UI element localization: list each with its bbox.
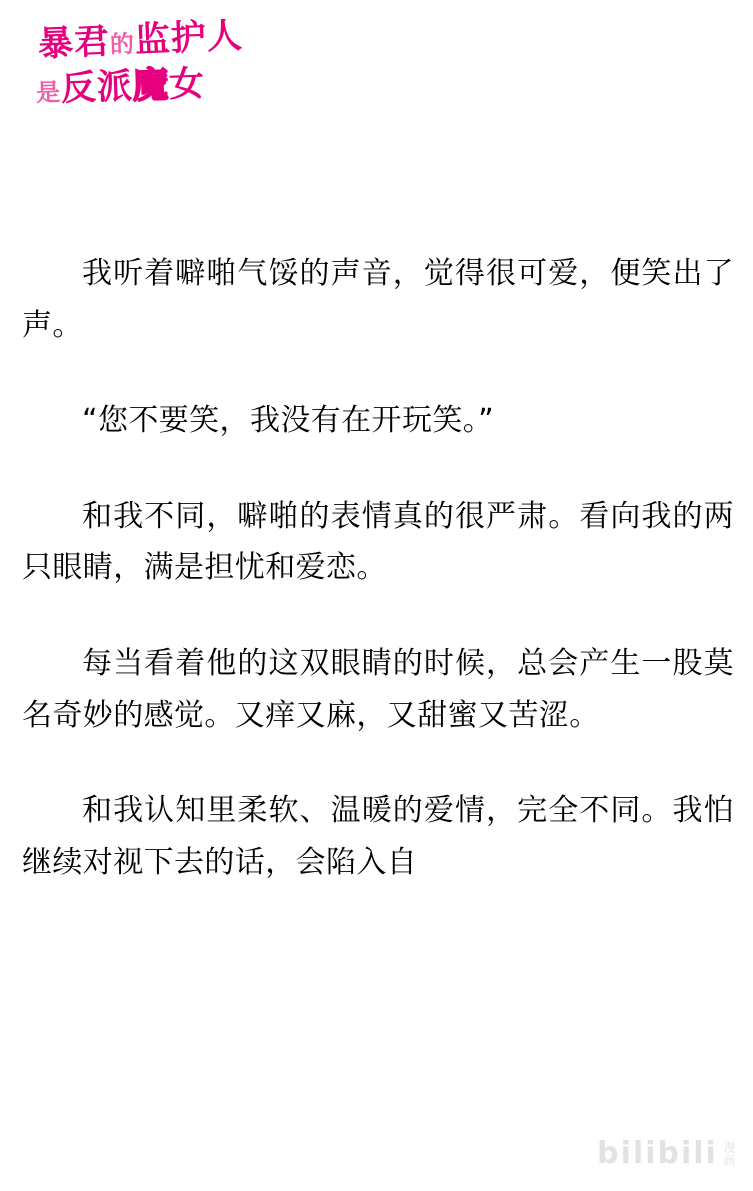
paragraph: “您不要笑，我没有在开玩笑。”: [82, 403, 495, 439]
title-char-11: 女: [168, 64, 206, 106]
title-char-2: 君: [73, 21, 111, 64]
title-char-4: 监: [134, 19, 172, 61]
title-char-3: 的: [109, 29, 136, 59]
title-char-1: 暴: [37, 23, 75, 65]
series-title-logo: [34, 16, 294, 138]
bilibili-watermark: [597, 1136, 736, 1171]
title-char-5: 护: [170, 17, 208, 60]
title-char-9: 派: [96, 66, 134, 108]
watermark-subtitle: 漫画: [722, 1141, 736, 1167]
paragraph: 和我不同，噼啪的表情真的很严肃。看向我的两只眼睛，满是担忧和爱恋。: [22, 498, 734, 586]
series-title-line-2: [35, 64, 294, 108]
paragraph: 和我认知里柔软、温暖的爱情，完全不同。我怕继续对视下去的话，会陷入自: [22, 793, 734, 880]
title-char-6: 人: [206, 16, 244, 58]
series-title-line-1: [37, 17, 294, 63]
title-char-7: 是: [35, 78, 62, 107]
story-text-block: [22, 248, 734, 888]
paragraph: 每当看着他的这双眼睛的时候，总会产生一股莫名奇妙的感觉。又痒又麻，又甜蜜又苦涩。: [22, 645, 734, 733]
paragraph: 我听着噼啪气馁的声音，觉得很可爱，便笑出了声。: [22, 256, 734, 343]
title-char-8: 反: [60, 67, 98, 110]
title-char-10: 魔: [132, 65, 170, 107]
watermark-brand: bilibili: [597, 1136, 718, 1171]
